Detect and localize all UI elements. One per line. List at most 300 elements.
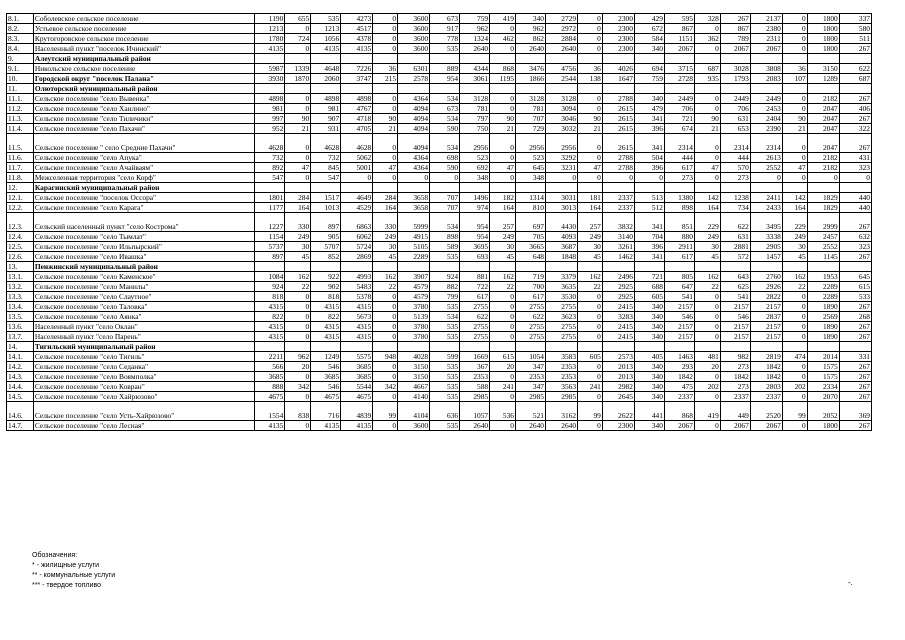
cell-value: 5062 [341, 153, 373, 163]
cell-value: 2067 [664, 44, 694, 54]
cell-value: 2925 [602, 292, 634, 302]
cell-value [545, 84, 577, 94]
table-row [7, 392, 872, 402]
cell-value: 4675 [311, 392, 341, 402]
cell-value: 805 [664, 272, 694, 282]
cell-value: 2182 [807, 153, 839, 163]
cell-value [694, 183, 720, 193]
cell-value: 4026 [602, 64, 634, 74]
cell-value: 3695 [460, 242, 490, 252]
cell-value: 475 [664, 382, 694, 392]
cell-value: 2544 [545, 74, 577, 84]
cell-value: 533 [839, 292, 871, 302]
cell-value: 341 [634, 134, 664, 153]
cell-value: 21 [694, 124, 720, 134]
cell-value: 22 [490, 282, 516, 292]
cell-value: 5575 [341, 352, 373, 362]
table-row [7, 262, 872, 272]
cell-value: 3687 [545, 242, 577, 252]
cell-value: 2755 [460, 322, 490, 332]
cell-value: 1013 [311, 203, 341, 213]
cell-value: 0 [285, 392, 311, 402]
cell-value: 3128 [545, 94, 577, 104]
cell-value: 0 [782, 44, 807, 54]
cell-value: 2157 [750, 332, 782, 342]
cell-value: 2353 [515, 372, 545, 382]
cell-value: 3283 [602, 312, 634, 322]
cell-value: 997 [255, 114, 285, 124]
cell-value: 2067 [750, 421, 782, 431]
cell-value: 347 [515, 362, 545, 372]
table-row [7, 64, 872, 74]
cell-value: 431 [839, 153, 871, 163]
cell-value: 622 [515, 312, 545, 322]
cell-value: 645 [839, 272, 871, 282]
cell-value: 4648 [311, 64, 341, 74]
cell-value: 340 [634, 312, 664, 322]
cell-value: 535 [430, 372, 460, 382]
table-row [7, 232, 872, 242]
cell-value: 341 [634, 252, 664, 262]
cell-value: 4579 [398, 282, 430, 292]
cell-value: 0 [694, 173, 720, 183]
legend-title: Обозначения: [32, 552, 78, 559]
cell-value: 0 [285, 134, 311, 153]
cell-value: 267 [839, 332, 871, 342]
cell-value: 595 [664, 14, 694, 24]
cell-value: 4430 [545, 213, 577, 232]
cell-value: 4517 [341, 24, 373, 34]
cell-value [460, 342, 490, 352]
cell-value: 47 [694, 163, 720, 173]
cell-value: 729 [515, 124, 545, 134]
cell-value [839, 54, 871, 64]
table-row [7, 352, 872, 362]
cell-value: 0 [490, 312, 516, 322]
cell-value: 632 [839, 232, 871, 242]
cell-value: 584 [634, 34, 664, 44]
row-name: Соболевское сельское поселение [33, 14, 254, 24]
cell-value: 5724 [341, 242, 373, 252]
cell-value [341, 183, 373, 193]
cell-value: 3530 [545, 292, 577, 302]
cell-value: 1870 [285, 74, 311, 84]
cell-value: 852 [311, 252, 341, 262]
row-name: Сельское поселение "село Хайрюзово" [33, 392, 254, 402]
cell-value: 347 [515, 382, 545, 392]
cell-value [515, 342, 545, 352]
cell-value: 778 [430, 34, 460, 44]
row-index: 14.1. [7, 352, 34, 362]
row-index: 13.2. [7, 282, 34, 292]
cell-value: 1195 [490, 74, 516, 84]
cell-value: 449 [720, 402, 750, 421]
cell-value: 4094 [398, 114, 430, 124]
cell-value [398, 342, 430, 352]
cell-value: 4364 [398, 94, 430, 104]
cell-value: 0 [373, 173, 398, 183]
cell-value: 2552 [750, 163, 782, 173]
cell-value: 4628 [341, 134, 373, 153]
row-name: Сельский населенный пункт "село Кострома" [33, 213, 254, 232]
cell-value: 572 [720, 252, 750, 262]
table-row [7, 252, 872, 262]
cell-value [545, 262, 577, 272]
cell-value: 2985 [460, 392, 490, 402]
cell-value: 2337 [720, 392, 750, 402]
cell-value: 162 [373, 272, 398, 282]
cell-value: 2157 [750, 302, 782, 312]
row-name: Сельское поселение "село Тымлат" [33, 232, 254, 242]
cell-value [782, 183, 807, 193]
cell-value: 0 [578, 44, 603, 54]
cell-value: 810 [515, 203, 545, 213]
cell-value: 0 [782, 421, 807, 431]
cell-value: 322 [839, 124, 871, 134]
cell-value: 546 [664, 312, 694, 322]
cell-value: 0 [373, 421, 398, 431]
cell-value: 20 [694, 362, 720, 372]
cell-value: 0 [373, 312, 398, 322]
cell-value: 2157 [750, 322, 782, 332]
cell-value: 2311 [750, 34, 782, 44]
table-body [7, 14, 872, 431]
row-index: 12.6. [7, 252, 34, 262]
cell-value: 2211 [255, 352, 285, 362]
cell-value [430, 183, 460, 193]
cell-value: 5378 [341, 292, 373, 302]
cell-value: 547 [311, 173, 341, 183]
cell-value: 45 [490, 252, 516, 262]
table-row [7, 322, 872, 332]
cell-value: 3658 [398, 203, 430, 213]
cell-value: 0 [782, 134, 807, 153]
cell-value [720, 183, 750, 193]
table-row [7, 153, 872, 163]
cell-value: 504 [634, 153, 664, 163]
cell-value: 704 [634, 232, 664, 242]
cell-value: 1890 [807, 322, 839, 332]
row-index: 11.6. [7, 153, 34, 163]
cell-value: 898 [430, 232, 460, 242]
cell-value: 674 [664, 124, 694, 134]
cell-value: 1842 [750, 362, 782, 372]
cell-value: 241 [490, 382, 516, 392]
cell-value: 4315 [311, 322, 341, 332]
cell-value: 202 [694, 382, 720, 392]
cell-value: 47 [373, 163, 398, 173]
cell-value [373, 84, 398, 94]
table-row [7, 203, 872, 213]
cell-value: 0 [634, 173, 664, 183]
cell-value: 4718 [341, 114, 373, 124]
cell-value [515, 84, 545, 94]
table-row [7, 193, 872, 203]
cell-value: 4667 [398, 382, 430, 392]
cell-value: 1800 [807, 421, 839, 431]
row-index: 12. [7, 183, 34, 193]
cell-value: 838 [285, 402, 311, 421]
cell-value: 511 [839, 34, 871, 44]
cell-value: 429 [634, 14, 664, 24]
cell-value [490, 262, 516, 272]
cell-value: 30 [782, 242, 807, 252]
cell-value [430, 262, 460, 272]
row-name: Сельское поселение "село Ивашка" [33, 252, 254, 262]
cell-value: 45 [782, 252, 807, 262]
row-index: 11.5. [7, 134, 34, 153]
cell-value: 1669 [460, 352, 490, 362]
cell-value: 2415 [602, 322, 634, 332]
cell-value: 3476 [515, 64, 545, 74]
cell-value: 4315 [341, 302, 373, 312]
cell-value: 2353 [460, 372, 490, 382]
cell-value: 444 [720, 153, 750, 163]
cell-value: 5001 [341, 163, 373, 173]
cell-value: 0 [373, 362, 398, 372]
cell-value: 0 [285, 153, 311, 163]
cell-value: 0 [285, 421, 311, 431]
cell-value: 851 [664, 213, 694, 232]
cell-value: 0 [694, 322, 720, 332]
cell-value: 0 [285, 44, 311, 54]
cell-value: 340 [634, 332, 664, 342]
cell-value: 2569 [807, 312, 839, 322]
cell-value: 3583 [545, 352, 577, 362]
cell-value: 535 [311, 14, 341, 24]
cell-value: 0 [373, 392, 398, 402]
cell-value: 267 [839, 382, 871, 392]
cell-value: 917 [430, 24, 460, 34]
cell-value: 4315 [255, 302, 285, 312]
cell-value: 954 [460, 232, 490, 242]
cell-value [398, 262, 430, 272]
row-name: Сельское поселение "село Тигиль" [33, 352, 254, 362]
cell-value: 0 [694, 392, 720, 402]
cell-value: 0 [490, 302, 516, 312]
cell-value: 5999 [398, 213, 430, 232]
cell-value: 0 [694, 134, 720, 153]
cell-value: 781 [515, 104, 545, 114]
row-index: 11.7. [7, 163, 34, 173]
cell-value: 2755 [460, 332, 490, 342]
cell-value: 257 [578, 213, 603, 232]
cell-value: 2640 [460, 421, 490, 431]
cell-value: 3600 [398, 34, 430, 44]
cell-value [602, 183, 634, 193]
cell-value [490, 84, 516, 94]
row-name: Сельское поселение "село Таловка" [33, 302, 254, 312]
table-row [7, 44, 872, 54]
cell-value: 617 [460, 292, 490, 302]
cell-value: 648 [515, 252, 545, 262]
cell-value: 4344 [460, 64, 490, 74]
cell-value: 2755 [460, 302, 490, 312]
cell-value: 6863 [341, 213, 373, 232]
cell-value: 0 [782, 94, 807, 104]
cell-value: 47 [578, 163, 603, 173]
cell-value [255, 262, 285, 272]
cell-value: 647 [664, 282, 694, 292]
row-index: 13. [7, 262, 34, 272]
cell-value [807, 183, 839, 193]
cell-value: 4135 [341, 421, 373, 431]
cell-value: 162 [285, 272, 311, 282]
cell-value [545, 54, 577, 64]
cell-value: 645 [515, 163, 545, 173]
cell-value [807, 84, 839, 94]
cell-value: 2449 [750, 94, 782, 104]
row-name: Олюторский муниципальный район [33, 84, 254, 94]
cell-value: 797 [460, 114, 490, 124]
cell-value: 3665 [515, 242, 545, 252]
table-row [7, 163, 872, 173]
table-row [7, 342, 872, 352]
cell-value: 0 [694, 332, 720, 342]
cell-value [460, 84, 490, 94]
cell-value [782, 84, 807, 94]
cell-value: 707 [430, 193, 460, 203]
cell-value [720, 54, 750, 64]
cell-value: 273 [720, 382, 750, 392]
cell-value [460, 262, 490, 272]
cell-value: 0 [694, 104, 720, 114]
legend-line-fuel: *** - твердое топливо [32, 582, 102, 589]
cell-value: 3907 [398, 272, 430, 282]
cell-value: 0 [694, 302, 720, 312]
cell-value: 1289 [807, 74, 839, 84]
cell-value: 2157 [720, 302, 750, 312]
cell-value: 0 [602, 173, 634, 183]
cell-value: 2869 [341, 252, 373, 262]
cell-value: 0 [782, 153, 807, 163]
cell-value: 1462 [602, 252, 634, 262]
row-index: 12.3. [7, 213, 34, 232]
cell-value: 4579 [398, 292, 430, 302]
cell-value: 3808 [750, 64, 782, 74]
table-row [7, 421, 872, 431]
cell-value: 0 [490, 421, 516, 431]
cell-value: 1800 [807, 44, 839, 54]
cell-value: 3231 [545, 163, 577, 173]
row-index: 11.1. [7, 94, 34, 104]
cell-value: 4529 [341, 203, 373, 213]
cell-value: 0 [490, 173, 516, 183]
cell-value [460, 54, 490, 64]
cell-value: 249 [285, 232, 311, 242]
cell-value: 2788 [602, 163, 634, 173]
cell-value: 2157 [664, 332, 694, 342]
cell-value [545, 183, 577, 193]
cell-value: 706 [720, 104, 750, 114]
cell-value: 3140 [602, 232, 634, 242]
cell-value [694, 342, 720, 352]
cell-value: 6301 [398, 64, 430, 74]
cell-value: 2083 [750, 74, 782, 84]
cell-value: 162 [694, 272, 720, 282]
cell-value: 636 [430, 402, 460, 421]
cell-value: 546 [311, 362, 341, 372]
cell-value: 1866 [515, 74, 545, 84]
cell-value [373, 54, 398, 64]
cell-value: 2640 [545, 44, 577, 54]
cell-value: 440 [839, 203, 871, 213]
cell-value: 323 [839, 242, 871, 252]
cell-value: 2337 [664, 392, 694, 402]
cell-value: 419 [490, 14, 516, 24]
cell-value: 2047 [807, 104, 839, 114]
cell-value: 257 [490, 213, 516, 232]
cell-value: 328 [694, 14, 720, 24]
cell-value: 822 [311, 312, 341, 322]
cell-value: 340 [634, 372, 664, 382]
cell-value: 340 [634, 362, 664, 372]
cell-value: 1575 [807, 362, 839, 372]
cell-value: 631 [720, 114, 750, 124]
cell-value: 535 [430, 382, 460, 392]
row-name: Сельское поселение "село Ковран" [33, 382, 254, 392]
cell-value [750, 84, 782, 94]
cell-value: 4675 [255, 392, 285, 402]
cell-value: 164 [373, 203, 398, 213]
cell-value: 1780 [255, 34, 285, 44]
cell-value: 2905 [750, 242, 782, 252]
cell-value: 4135 [341, 44, 373, 54]
row-name: Пенжинский муниципальный район [33, 262, 254, 272]
cell-value: 330 [373, 213, 398, 232]
cell-value: 2047 [807, 124, 839, 134]
cell-value: 348 [460, 173, 490, 183]
cell-value: 4915 [398, 232, 430, 242]
cell-value: 888 [255, 382, 285, 392]
table-row [7, 124, 872, 134]
cell-value: 1793 [720, 74, 750, 84]
cell-value: 750 [460, 124, 490, 134]
cell-value [839, 183, 871, 193]
cell-value: 694 [634, 64, 664, 74]
cell-value: 0 [373, 134, 398, 153]
cell-value [578, 54, 603, 64]
table-row [7, 312, 872, 322]
cell-value: 479 [634, 104, 664, 114]
cell-value: 546 [311, 382, 341, 392]
cell-value: 0 [578, 14, 603, 24]
cell-value: 924 [255, 282, 285, 292]
table-row [7, 134, 872, 153]
cell-value: 982 [720, 352, 750, 362]
cell-value: 138 [578, 74, 603, 84]
cell-value [341, 262, 373, 272]
cell-value [839, 262, 871, 272]
row-index: 11.2. [7, 104, 34, 114]
cell-value: 0 [694, 292, 720, 302]
cell-value: 1177 [255, 203, 285, 213]
cell-value: 2552 [807, 242, 839, 252]
cell-value: 0 [578, 24, 603, 34]
cell-value: 781 [460, 104, 490, 114]
cell-value: 0 [490, 134, 516, 153]
cell-value: 1054 [515, 352, 545, 362]
cell-value: 164 [694, 203, 720, 213]
cell-value: 905 [311, 232, 341, 242]
row-name: Населенный пункт "село Оклан" [33, 322, 254, 332]
cell-value: 2881 [720, 242, 750, 252]
cell-value [285, 342, 311, 352]
cell-value: 0 [341, 173, 373, 183]
cell-value: 3600 [398, 24, 430, 34]
cell-value: 0 [490, 104, 516, 114]
cell-value: 273 [720, 173, 750, 183]
